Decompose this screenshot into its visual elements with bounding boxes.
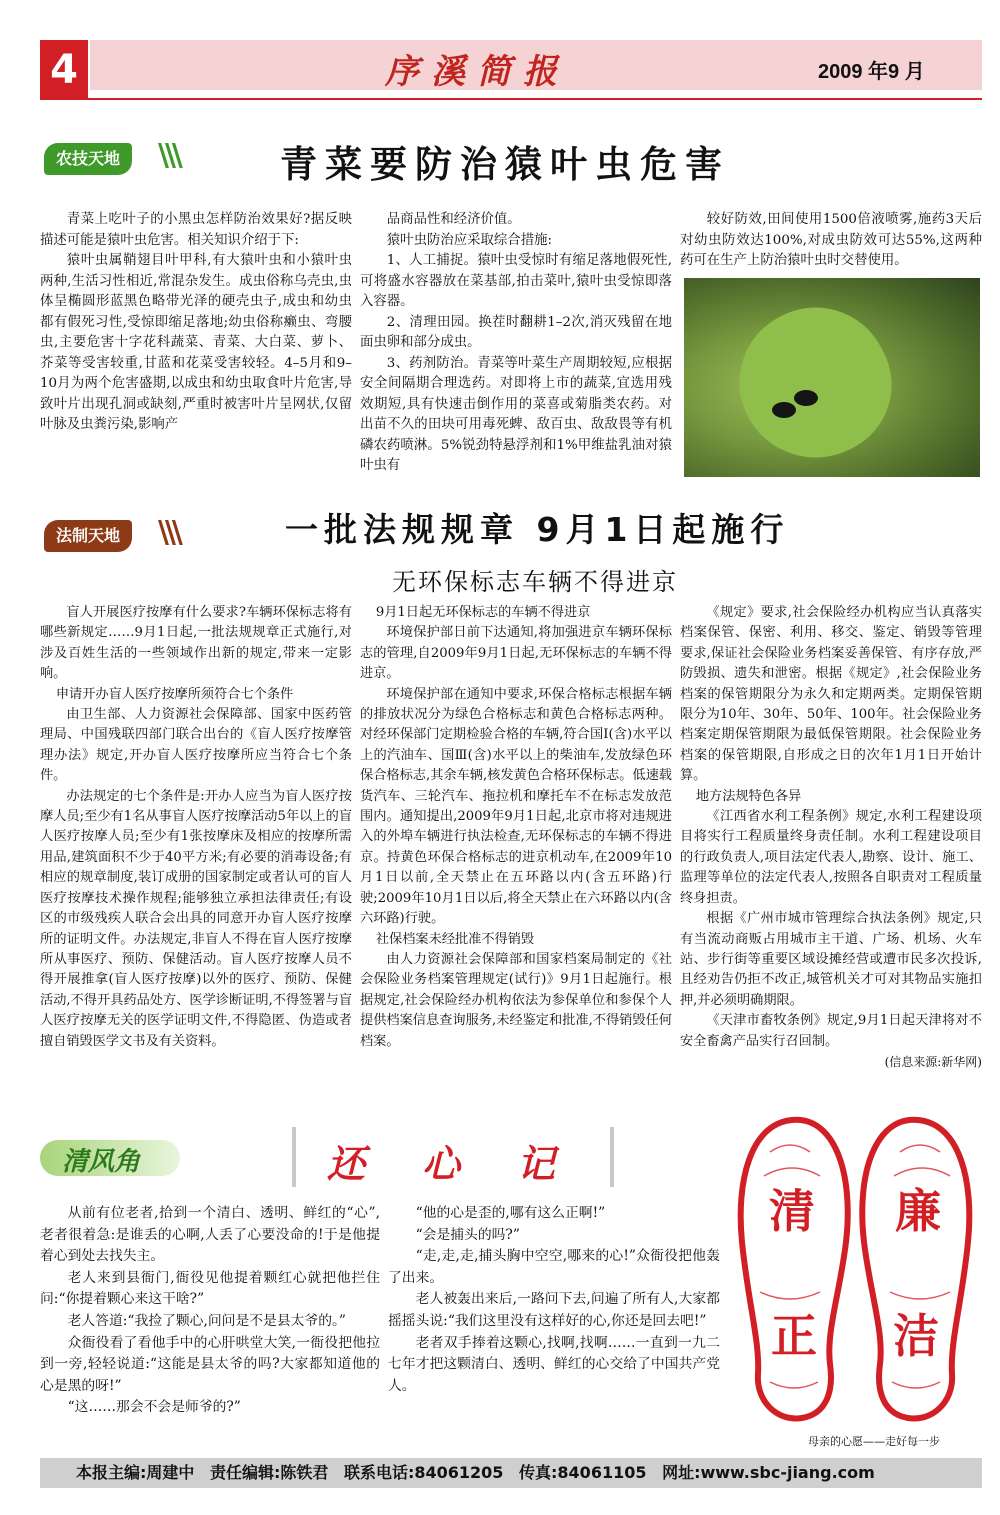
article-column bbox=[40, 603, 352, 1093]
image-caption: 母亲的心愿——走好每一步 bbox=[808, 1435, 940, 1448]
paragraph: 猿叶虫防治应采取综合措施: bbox=[386, 232, 552, 248]
paragraph: 办法规定的七个条件是:开办人应当为盲人医疗按摩人员;至少有1名从事盲人医疗按摩活动5年以上的盲人医疗按摩人员;至少有1张按摩床及相应的按摩所需用品,建筑面积不少于40平方米;有必要的消毒设备;有相应的规章制度,装订成册的国家制定或者认可的盲人医疗按摩技术操作规程;能够独立承担法律责任;有设区的市级残疾人联合会出具的同意开办盲人医疗按摩所的证明文件。办法规定,非盲人不得在盲人医疗按摩所从事医疗、预防、保健活动。盲人医疗按摩人员不得开展推拿(盲人医疗按摩)以外的医疗、预防、保健活动,不得开具药品处方、医学诊断证明,不得签署与盲人医疗按摩无关的医学证明文件,不得隐匿、伪造或者擅自销毁医学文书及有关资料。 bbox=[40, 788, 352, 1049]
paragraph: 猿叶虫属鞘翅目叶甲科,有大猿叶虫和小猿叶虫两种,生活习性相近,常混杂发生。成虫俗称乌壳虫,虫体呈椭圆形蓝黑色略带光泽的硬壳虫子,成虫和幼虫都有假死习性,受惊即缩足落地;幼虫俗称癞虫、弯腰虫,主要危害十字花科蔬菜、青菜、大白菜、萝卜、芥菜等受害较重,甘蓝和花菜受害较轻。4–5月和9–10月为两个危害盛期,以成虫和幼虫取食叶片危害,导致叶片出现孔洞或缺刻,严重时被害叶片呈网状,仅留叶脉及虫粪污染,影响产 bbox=[40, 253, 352, 432]
paragraph: 老人被轰出来后,一路问下去,问遍了所有人,大家都摇摇头说:“我们这里没有这样好的心,你还是回去吧!” bbox=[388, 1291, 720, 1329]
article-column bbox=[360, 210, 672, 482]
divider bbox=[292, 1127, 296, 1187]
divider bbox=[610, 1127, 614, 1187]
paragraph: 老者双手捧着这颗心,找啊,找啊……一直到一九二七年才把这颗清白、透明、鲜红的心交给了中国共产党人。 bbox=[388, 1334, 720, 1394]
paragraph: 《天津市畜牧条例》规定,9月1日起天津将对不安全畜禽产品实行召回制。 bbox=[680, 1013, 982, 1049]
footer-fax: 传真:84061105 bbox=[519, 1463, 647, 1482]
section-tag-agri: 农技天地 bbox=[44, 143, 132, 175]
leaf-shape bbox=[714, 282, 917, 485]
title-char: 心 bbox=[421, 1141, 460, 1186]
footer-phone: 联系电话:84061205 bbox=[343, 1463, 504, 1482]
paragraph: 较好防效,田间使用1500倍液喷雾,施药3天后对幼虫防效达100%,对成虫防效可达55%,这两种药可在生产上防治猿叶虫时交替使用。 bbox=[680, 212, 982, 268]
paragraph: 从前有位老者,拾到一个清白、透明、鲜红的“心”,老者很着急:是谁丢的心啊,人丢了心要没命的!于是他提着心到处去找失主。 bbox=[40, 1205, 380, 1265]
headline-caterpillar: 青菜要防治猿叶虫危害 bbox=[280, 143, 730, 186]
paragraph: “会是捕头的吗?” bbox=[415, 1226, 520, 1243]
subheading: 社保档案未经批准不得销毁 bbox=[375, 931, 535, 947]
papercut-char: 廉 bbox=[895, 1184, 941, 1238]
source-note: (信息来源:新华网) bbox=[884, 1054, 982, 1069]
paragraph: 众衙役看了看他手中的心肝哄堂大笑,一衙役把他拉到一旁,轻轻说道:“这能是县太爷的吗?大家都知道他的心是黑的呀!” bbox=[40, 1334, 380, 1394]
paragraph: 老人答道:“我捡了颗心,问问是不是县太爷的。” bbox=[67, 1312, 346, 1329]
paragraph: 1、人工捕捉。猿叶虫受惊时有缩足落地假死性,可将盛水容器放在菜基部,拍击菜叶,猿叶虫受惊即落入容器。 bbox=[360, 253, 672, 309]
paragraph: 品商品性和经济价值。 bbox=[386, 212, 521, 227]
masthead-rule bbox=[40, 98, 982, 100]
paragraph: 《规定》要求,社会保险经办机构应当认真落实档案保管、保密、利用、移交、鉴定、销毁等管理要求,保证社会保险业务档案妥善保管、有序存放,严防毁损、遗失和泄密。根据《规定》,社会保险业务档案的保管期限分为永久和定期两类。定期保管期限分为10年、30年、50年、100年。社会保险业务档案定期保管期限为最低保管期限。社会保险业务档案的保管期限,自形成之日的次年1月1日开始计算。 bbox=[680, 605, 982, 784]
article-column bbox=[40, 210, 352, 482]
footer-url[interactable]: 网址:www.sbc-jiang.com bbox=[662, 1463, 875, 1482]
title-char: 记 bbox=[516, 1141, 555, 1186]
beetle-larva-icon bbox=[794, 390, 818, 406]
paragraph: 根据《广州市城市管理综合执法条例》规定,只有当流动商贩占用城市主干道、广场、机场、火车站、步行街等重要区域设摊经营或遭市民多次投诉,且经劝告仍拒不改正,城管机关才可对其物品实施扣押,并必须明确期限。 bbox=[680, 911, 982, 1008]
papercut-footprints bbox=[730, 1112, 980, 1427]
headline-regulations: 一批法规规章 9月1日起施行 bbox=[285, 510, 790, 549]
papercut-char: 清 bbox=[769, 1184, 815, 1238]
right-footprint bbox=[862, 1120, 969, 1419]
subheadline: 无环保标志车辆不得进京 bbox=[392, 568, 678, 596]
paragraph: 环境保护部在通知中要求,环保合格标志根据车辆的排放状况分为绿色合格标志和黄色合格标志两种。对经环保部门定期检验合格的车辆,符合国Ⅰ(含)水平以上的汽油车、国Ⅲ(含)水平以上的柴油车,发放绿色环保合格标志,其余车辆,核发黄色合格环保标志。低速载货汽车、三轮汽车、拖拉机和摩托车不在标志发放范围内。通知提出,2009年9月1日起,北京市将对违规进入的外埠车辆进行执法检查,无环保标志的车辆不得进京。持黄色环保合格标志的进京机动车,在2009年10月1日以前,全天禁止在五环路以内(含五环路)行驶;2009年10月1日以后,将全天禁止在六环路以内(含六环路)行驶。 bbox=[360, 686, 672, 927]
section-tag-law: 法制天地 bbox=[44, 520, 132, 552]
story-title bbox=[320, 1133, 610, 1185]
page-number: 4 bbox=[40, 40, 88, 100]
title-char: 还 bbox=[326, 1141, 365, 1186]
article-column bbox=[360, 603, 672, 1093]
subheading: 申请开办盲人医疗按摩所须符合七个条件 bbox=[55, 686, 294, 702]
beetle-larva-icon bbox=[772, 402, 796, 418]
subheading: 地方法规特色各异 bbox=[695, 788, 802, 804]
paragraph: 环境保护部日前下达通知,将加强进京车辆环保标志的管理,自2009年9月1日起,无环保标志的车辆不得进京。 bbox=[360, 625, 672, 682]
paragraph: 老人来到县衙门,衙役见他提着颗红心就把他拦住问:“你提着颗心来这干啥?” bbox=[40, 1269, 380, 1308]
paragraph: 3、药剂防治。青菜等叶菜生产周期较短,应根据安全间隔期合理选药。对即将上市的蔬菜,宜选用残效期短,具有快速击倒作用的菜喜或菊脂类农药。对出苗不久的田块可用毒死蜱、敌百虫、敌敌畏等有机磷农药喷淋。5%锐劲特悬浮剂和1%甲维盐乳油对猿叶虫有 bbox=[360, 355, 672, 473]
newspaper-name: 序溪简报 bbox=[385, 52, 569, 92]
caterpillar-photo bbox=[684, 278, 980, 477]
left-footprint bbox=[741, 1120, 848, 1419]
papercut-char: 正 bbox=[771, 1309, 817, 1363]
story-column bbox=[388, 1203, 720, 1443]
paragraph: 2、清理田园。换茬时翻耕1–2次,消灭残留在地面虫卵和部分成虫。 bbox=[360, 314, 672, 350]
story-column bbox=[40, 1203, 380, 1443]
footer-editor: 本报主编:周建中 bbox=[76, 1463, 195, 1482]
paragraph: 由人力资源社会保障部和国家档案局制定的《社会保险业务档案管理规定(试行)》9月1日起施行。根据规定,社会保险经办机构依法为参保单位和参保个人提供档案信息查询服务,未经鉴定和批准,不得销毁任何档案。 bbox=[360, 951, 672, 1049]
paragraph: 《江西省水利工程条例》规定,水利工程建设项目将实行工程质量终身责任制。水利工程建设项目的行政负责人,项目法定代表人,勘察、设计、施工、监理等单位的法定代表人,按照各自职责对工程质量终身担责。 bbox=[680, 809, 982, 906]
issue-date: 2009 年9 月 bbox=[818, 61, 925, 83]
paragraph: “这……那会不会是师爷的?” bbox=[67, 1399, 241, 1416]
footer-bar bbox=[40, 1458, 982, 1488]
paragraph: “他的心是歪的,哪有这么正啊!” bbox=[415, 1205, 606, 1221]
slash-decoration-icon: \\\ bbox=[158, 515, 179, 550]
article-column bbox=[680, 210, 982, 272]
article-column bbox=[680, 603, 982, 1093]
paragraph: “走,走,走,捕头胸中空空,哪来的心!”众衙役把他轰了出来。 bbox=[388, 1248, 720, 1286]
footer-responsible: 责任编辑:陈铁君 bbox=[209, 1463, 329, 1482]
section-tag-qingfeng: 清风角 bbox=[62, 1147, 141, 1177]
papercut-char: 洁 bbox=[893, 1309, 939, 1363]
subheading: 9月1日起无环保标志的车辆不得进京 bbox=[375, 605, 591, 620]
paragraph: 由卫生部、人力资源社会保障部、国家中医药管理局、中国残联四部门联合出台的《盲人医疗按摩管理办法》规定,开办盲人医疗按摩所应当符合七个条件。 bbox=[40, 707, 352, 784]
paragraph: 青菜上吃叶子的小黑虫怎样防治效果好?据反映描述可能是猿叶虫危害。相关知识介绍于下: bbox=[40, 212, 352, 248]
slash-decoration-icon: \\\ bbox=[158, 138, 179, 173]
paragraph: 盲人开展医疗按摩有什么要求?车辆环保标志将有哪些新规定……9月1日起,一批法规规章正式施行,对涉及百姓生活的一些领域作出新的规定,带来一定影响。 bbox=[40, 605, 352, 682]
